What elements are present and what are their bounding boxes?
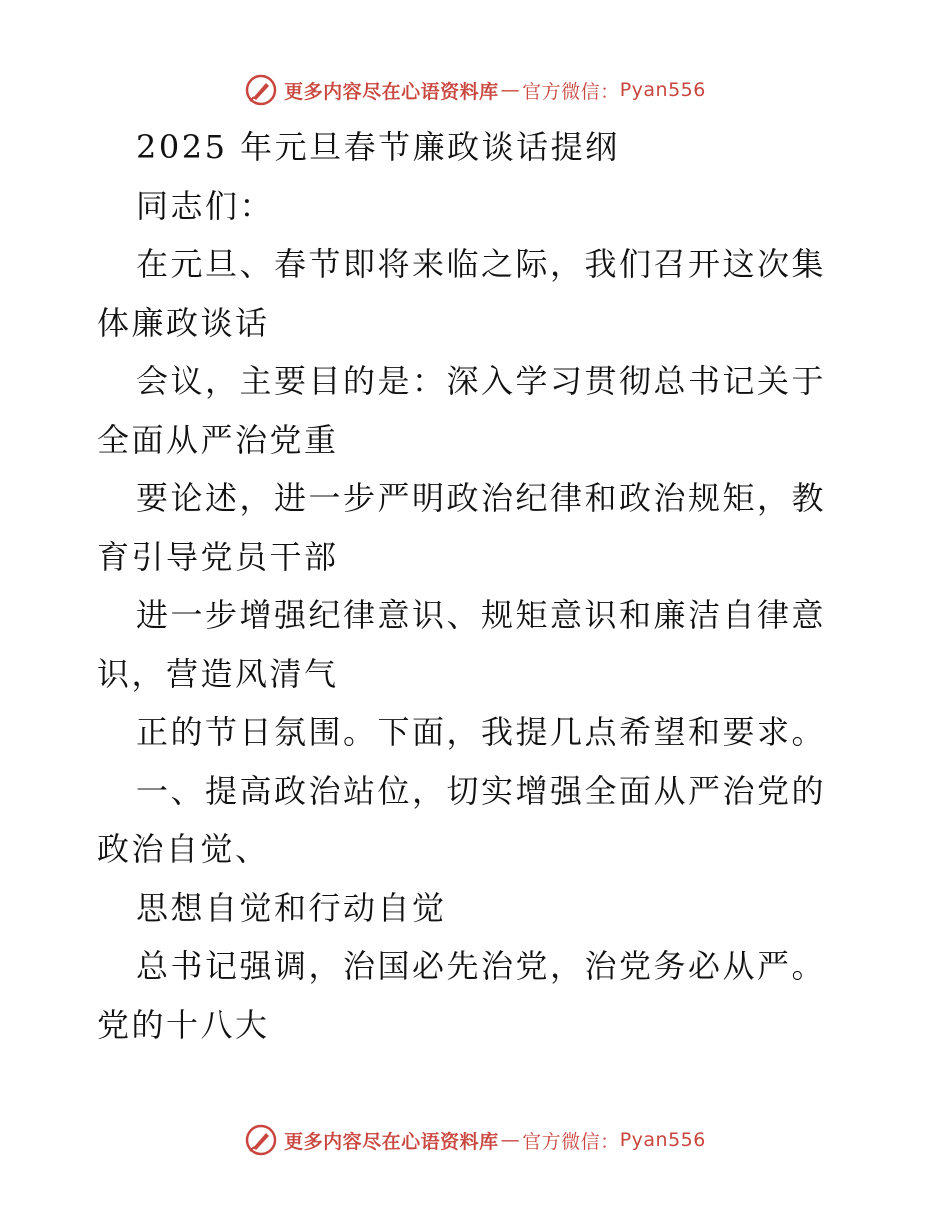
quill-circle-icon xyxy=(244,73,278,107)
body-paragraph: 总书记强调，治国必先治党，治党务必从严。党的十八大 xyxy=(97,947,827,1044)
watermark-separator: — xyxy=(500,1129,521,1151)
document-body xyxy=(97,118,857,1054)
body-paragraph: 会议，主要目的是：深入学习贯彻总书记关于全面从严治党重 xyxy=(97,362,827,459)
watermark-wechat-label: 官方微信： xyxy=(522,1130,620,1153)
watermark-wechat-id: Pyan556 xyxy=(619,1129,706,1151)
watermark-wechat-id: Pyan556 xyxy=(619,79,706,101)
watermark-brand: 更多内容尽在心语资料库 xyxy=(284,1130,499,1153)
watermark-footer xyxy=(0,1120,950,1160)
quill-circle-icon xyxy=(244,1123,278,1157)
body-paragraph: 在元旦、春节即将来临之际，我们召开这次集体廉政谈话 xyxy=(97,245,827,342)
section-heading-continued: 思想自觉和行动自觉 xyxy=(136,888,447,927)
watermark-wechat-label: 官方微信： xyxy=(522,80,620,103)
salutation: 同志们： xyxy=(136,186,275,225)
body-paragraph: 要论述，进一步严明政治纪律和政治规矩，教育引导党员干部 xyxy=(97,479,827,576)
watermark-header xyxy=(0,70,950,110)
body-paragraph: 正的节日氛围。下面，我提几点希望和要求。 xyxy=(136,713,827,751)
document-title: 2025 年元旦春节廉政谈话提纲 xyxy=(136,128,620,166)
section-heading: 一、提高政治站位，切实增强全面从严治党的政治自觉、 xyxy=(97,771,827,868)
watermark-separator: — xyxy=(500,79,521,101)
watermark-brand: 更多内容尽在心语资料库 xyxy=(284,80,499,103)
body-paragraph: 进一步增强纪律意识、规矩意识和廉洁自律意识，营造风清气 xyxy=(97,596,827,693)
